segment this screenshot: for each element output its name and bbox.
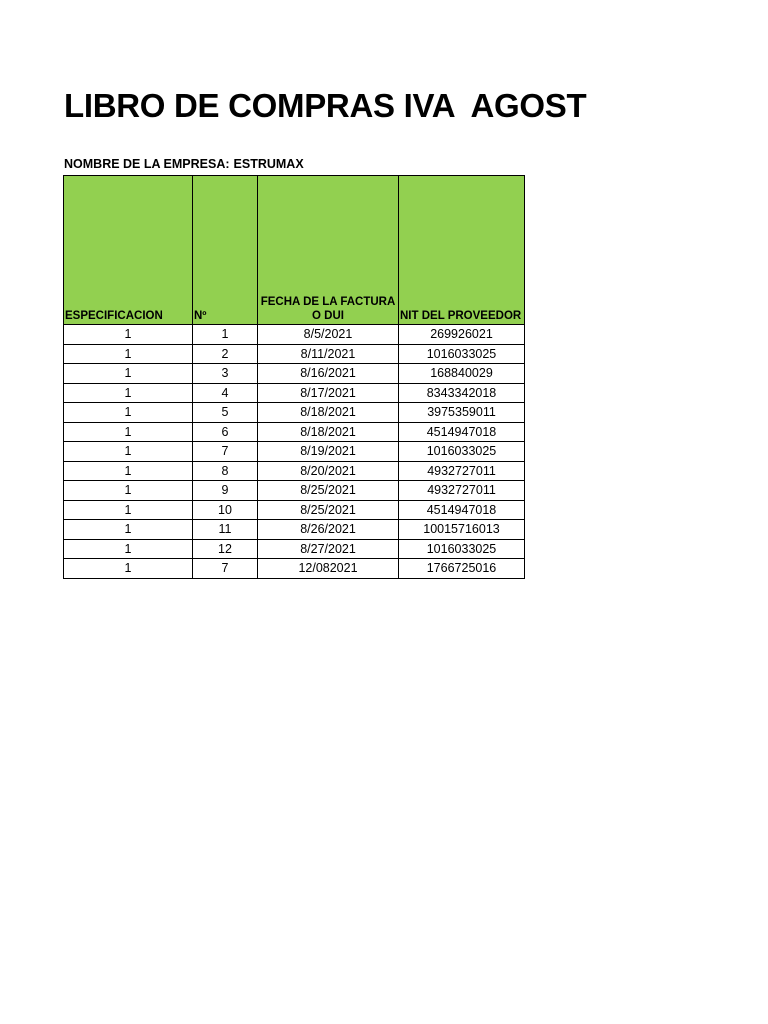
table-row bbox=[64, 442, 525, 462]
cell-numero[interactable]: 2 bbox=[193, 344, 258, 364]
cell-fecha[interactable]: 8/26/2021 bbox=[258, 520, 399, 540]
header-nit-label: NIT DEL PROVEEDOR bbox=[400, 310, 522, 322]
cell-fecha[interactable]: 8/27/2021 bbox=[258, 539, 399, 559]
cell-numero[interactable]: 3 bbox=[193, 364, 258, 384]
cell-especificacion[interactable]: 1 bbox=[64, 520, 193, 540]
cell-fecha[interactable]: 8/19/2021 bbox=[258, 442, 399, 462]
cell-nit[interactable]: 1016033025 bbox=[399, 539, 525, 559]
cell-nit[interactable]: 4932727011 bbox=[399, 461, 525, 481]
cell-fecha[interactable]: 8/20/2021 bbox=[258, 461, 399, 481]
header-fecha-label: FECHA DE LA FACTURA O DUI bbox=[260, 296, 396, 322]
cell-nit[interactable]: 1766725016 bbox=[399, 559, 525, 579]
cell-especificacion[interactable]: 1 bbox=[64, 364, 193, 384]
company-line bbox=[64, 156, 304, 172]
company-name: ESTRUMAX bbox=[233, 157, 304, 171]
table-row bbox=[64, 481, 525, 501]
cell-especificacion[interactable]: 1 bbox=[64, 344, 193, 364]
cell-numero[interactable]: 1 bbox=[193, 325, 258, 345]
cell-especificacion[interactable]: 1 bbox=[64, 325, 193, 345]
header-nit[interactable] bbox=[399, 176, 525, 325]
cell-fecha[interactable]: 8/25/2021 bbox=[258, 500, 399, 520]
cell-nit[interactable]: 10015716013 bbox=[399, 520, 525, 540]
header-numero[interactable] bbox=[193, 176, 258, 325]
cell-numero[interactable]: 9 bbox=[193, 481, 258, 501]
cell-fecha[interactable]: 8/17/2021 bbox=[258, 383, 399, 403]
table-row bbox=[64, 383, 525, 403]
header-numero-label: Nº bbox=[194, 310, 207, 322]
cell-nit[interactable]: 4514947018 bbox=[399, 500, 525, 520]
cell-numero[interactable]: 11 bbox=[193, 520, 258, 540]
cell-especificacion[interactable]: 1 bbox=[64, 539, 193, 559]
cell-fecha[interactable]: 12/082021 bbox=[258, 559, 399, 579]
header-especificacion-label: ESPECIFICACION bbox=[65, 310, 163, 322]
cell-nit[interactable]: 8343342018 bbox=[399, 383, 525, 403]
cell-numero[interactable]: 7 bbox=[193, 559, 258, 579]
table-row bbox=[64, 344, 525, 364]
cell-especificacion[interactable]: 1 bbox=[64, 442, 193, 462]
table-row bbox=[64, 325, 525, 345]
cell-nit[interactable]: 1016033025 bbox=[399, 442, 525, 462]
cell-nit[interactable]: 1016033025 bbox=[399, 344, 525, 364]
cell-fecha[interactable]: 8/11/2021 bbox=[258, 344, 399, 364]
table-row bbox=[64, 364, 525, 384]
cell-fecha[interactable]: 8/18/2021 bbox=[258, 422, 399, 442]
cell-numero[interactable]: 4 bbox=[193, 383, 258, 403]
table-row bbox=[64, 539, 525, 559]
cell-nit[interactable]: 4514947018 bbox=[399, 422, 525, 442]
cell-nit[interactable]: 168840029 bbox=[399, 364, 525, 384]
purchases-table bbox=[63, 175, 525, 579]
cell-especificacion[interactable]: 1 bbox=[64, 461, 193, 481]
header-especificacion[interactable] bbox=[64, 176, 193, 325]
cell-numero[interactable]: 10 bbox=[193, 500, 258, 520]
page-title: LIBRO DE COMPRAS IVA AGOST bbox=[64, 87, 587, 124]
cell-fecha[interactable]: 8/18/2021 bbox=[258, 403, 399, 423]
cell-nit[interactable]: 269926021 bbox=[399, 325, 525, 345]
cell-especificacion[interactable]: 1 bbox=[64, 481, 193, 501]
table-row bbox=[64, 559, 525, 579]
cell-especificacion[interactable]: 1 bbox=[64, 500, 193, 520]
cell-numero[interactable]: 5 bbox=[193, 403, 258, 423]
cell-especificacion[interactable]: 1 bbox=[64, 403, 193, 423]
table-row bbox=[64, 422, 525, 442]
cell-numero[interactable]: 7 bbox=[193, 442, 258, 462]
cell-nit[interactable]: 3975359011 bbox=[399, 403, 525, 423]
cell-fecha[interactable]: 8/5/2021 bbox=[258, 325, 399, 345]
table-row bbox=[64, 461, 525, 481]
table-header-row bbox=[64, 176, 525, 325]
cell-fecha[interactable]: 8/16/2021 bbox=[258, 364, 399, 384]
cell-especificacion[interactable]: 1 bbox=[64, 422, 193, 442]
table-row bbox=[64, 403, 525, 423]
table-row bbox=[64, 500, 525, 520]
header-fecha[interactable] bbox=[258, 176, 399, 325]
cell-nit[interactable]: 4932727011 bbox=[399, 481, 525, 501]
cell-especificacion[interactable]: 1 bbox=[64, 383, 193, 403]
table-row bbox=[64, 520, 525, 540]
cell-numero[interactable]: 8 bbox=[193, 461, 258, 481]
cell-fecha[interactable]: 8/25/2021 bbox=[258, 481, 399, 501]
cell-especificacion[interactable]: 1 bbox=[64, 559, 193, 579]
table-body bbox=[64, 325, 525, 579]
company-label: NOMBRE DE LA EMPRESA: bbox=[64, 157, 230, 171]
cell-numero[interactable]: 12 bbox=[193, 539, 258, 559]
cell-numero[interactable]: 6 bbox=[193, 422, 258, 442]
